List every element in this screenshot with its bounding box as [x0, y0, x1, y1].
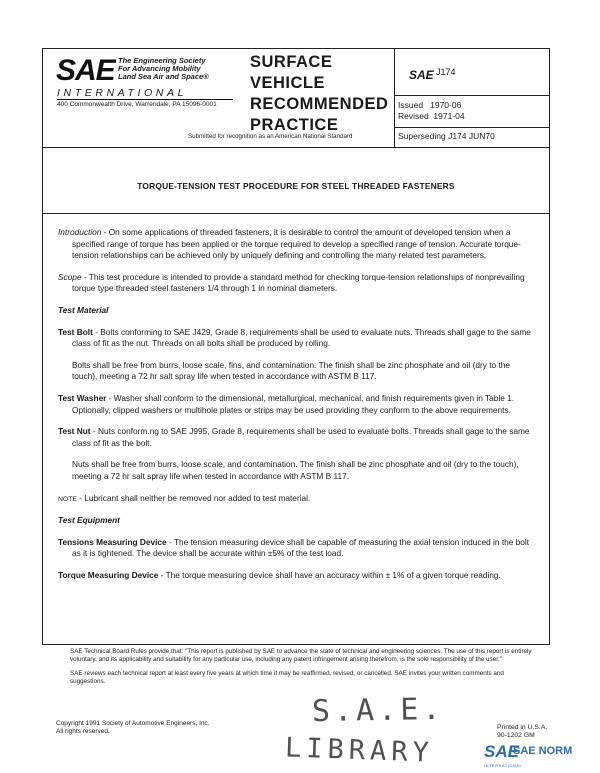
header-column-divider: [394, 48, 395, 147]
document-title: TORQUE-TENSION TEST PROCEDURE FOR STEEL THREADED FASTENERS: [137, 181, 455, 191]
international-underline: [57, 99, 233, 100]
superseding: Superseding J174 JUN70: [398, 131, 495, 141]
international-label: INTERNATIONAL: [57, 87, 188, 99]
test-equipment-heading: Test Equipment: [58, 515, 120, 526]
test-nut-finish-paragraph: Nuts shall be free from burrs, loose scale, and contamination. The finish shall be zinc phosphate and oil (dry to the touch), meeting a 72 hr salt spray life when tested in accordance with ASTM B 117.: [72, 459, 519, 481]
doc-prefix: SAE: [409, 68, 434, 82]
test-bolt-finish-paragraph: Bolts shall be free from burrs, loose scale, fins, and contamination. The finish shall be zinc phosphate and oil (dry to the touch), meeting a 72 hr salt spray life when tested in accordance with ASTM B 117.: [72, 359, 510, 382]
address: 400 Commonwealth Drive, Warrendale, PA 15096-0001: [57, 101, 217, 108]
footer-notes: [70, 648, 540, 691]
document-body: [58, 227, 533, 591]
test-bolt-paragraph: Test Bolt - Bolts conforming to SAE J429, Grade 8, requirements shall be used to evaluate nuts. Threads shall gage to the same class of fit as the nut. Threads on all bolts shall be produced by rolling.: [58, 326, 531, 349]
superseding-divider: [394, 127, 550, 128]
issue-dates: [398, 100, 465, 122]
doc-number: J174: [436, 67, 456, 77]
test-washer-paragraph: Test Washer - Washer shall conform to the dimensional, metallurgical, mechanical, and finish requirements given in Table 1. Optionally, clipped washers or multihole plates or strips may be used providing they conform to the above requirements.: [58, 392, 515, 415]
sae-norm-logo: SAE: [484, 742, 519, 761]
doc-number-divider: [394, 95, 550, 96]
introduction-paragraph: Introduction - On some applications of threaded fasteners, it is desirable to control the amount of developed tension when a specified range of torque has been applied or the torque required to develop a specified range of tension. Accurate torque-tension relationships can be achieved only by uniquely defining and controlling the many related test parameters.: [58, 227, 521, 261]
sae-logo: SAE: [56, 54, 115, 87]
society-tagline: The Engineering Society For Advancing Mobility Land Sea Air and Space®: [118, 56, 209, 81]
library-stamp-bottom: LIBRARY: [284, 732, 435, 769]
board-rules-note: SAE Technical Board Rules provide that: "This report is published by SAE to advance the state of technical and engineering sciences. The use of this report is entirely voluntary, and its applicability and suitability for any particular use, including any patent infringement arising therefrom, is the sole responsibility of the user.": [70, 648, 532, 664]
scope-paragraph: Scope - This test procedure is intended to provide a standard method for checking torque-tension relationships of nonprevailing torque type threaded steel fasteners 1/4 through 1 in nominal diameters.: [58, 271, 525, 294]
header-divider: [42, 147, 550, 148]
revised-date: Revised 1971-04: [398, 111, 465, 121]
issued-date: Issued 1970-06: [398, 100, 462, 110]
sae-norm-subtext: INTERNATIONAL: [484, 763, 523, 768]
test-material-heading: Test Material: [58, 304, 109, 315]
library-stamp-top: S.A.E.: [311, 691, 445, 730]
submitted-note: Submitted for recognition as an American National Standard: [188, 133, 353, 140]
printed-info: Printed in U.S.A. 90-1202 GM: [497, 724, 548, 739]
review-note: SAE reviews each technical report at least every five years at which time it may be reaffirmed, revised, or cancelled. SAE invites your written comments and suggestions.: [70, 669, 504, 685]
test-nut-paragraph: Test Nut - Nuts conform.ng to SAE J995, Grade 8, requirements shall be used to evaluate bolts. Threads shall gage to the same class of fit as the bolt.: [58, 426, 530, 448]
sae-norm-text: SAE NORM: [513, 745, 573, 757]
title-divider: [42, 213, 550, 214]
note-paragraph: NOTE - Lubricant shall neither be removed nor added to test material.: [58, 492, 311, 503]
copyright: Copyright 1991 Society of Automotive Engineers, Inc. All rights reserved.: [56, 720, 210, 735]
tension-device-paragraph: Tensions Measuring Device - The tension measuring device shall be capable of measuring the axial tension induced in the bolt as it is tightened. The device shall be accurate within ±5% of the test load.: [58, 536, 530, 559]
torque-device-paragraph: Torque Measuring Device - The torque measuring device shall have an accuracy within ± 1% of a given torque reading.: [58, 569, 501, 580]
document-category: SURFACE VEHICLE RECOMMENDED PRACTICE: [250, 53, 389, 134]
